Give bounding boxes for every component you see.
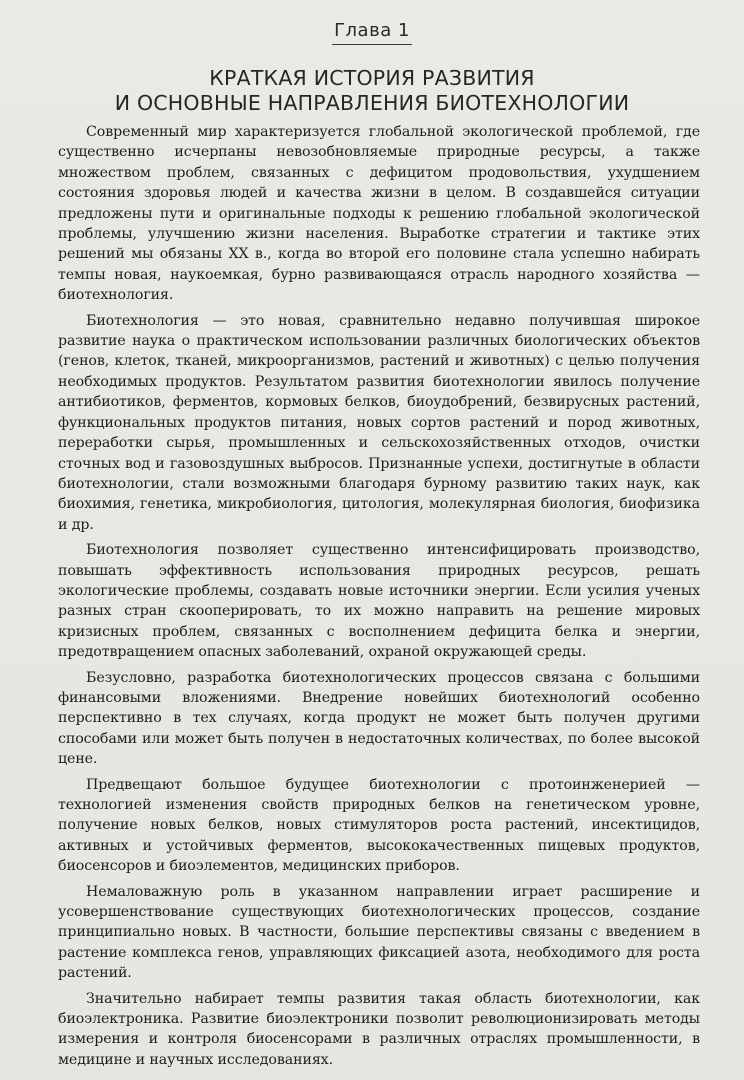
chapter-title xyxy=(0,66,744,116)
paragraph-1: Современный мир характеризуется глобальной экологической проблемой, где существенно исчерпаны невозобновляемые природные ресурсы, а также множеством проблем, связанных с дефицитом продовольствия, ухудшением состояния здоровья людей и качества жизни в целом. В создавшейся ситуации предложены пути и оригинальные подходы к решению глобальной экологической проблемы, улучшению жизни населения. Выработке стратегии и тактике этих решений мы обязаны XX в., когда во второй его половине стала успешно набирать темпы новая, наукоемкая, бурно развивающаяся отрасль народного хозяйства — биотехнология. xyxy=(58,124,700,304)
paragraph-6: Немаловажную роль в указанном направлении играет расширение и усовершенствование существующих биотехнологических процессов, создание принципиально новых. В частности, большие перспективы связаны с введением в растение комплекса генов, управляющих фиксацией азота, необходимого для роста растений. xyxy=(58,883,700,982)
paragraph-3: Биотехнология позволяет существенно интенсифицировать производство, повышать эффективность использования природных ресурсов, решать экологические проблемы, создавать новые источники энергии. Если усилия ученых разных стран скооперировать, то их можно направить на решение мировых кризисных проблем, связанных с восполнением дефицита белка и энергии, предотвращением опасных заболеваний, охраной окружающей среды. xyxy=(58,542,700,661)
chapter-label: Глава 1 xyxy=(332,20,412,45)
chapter-heading xyxy=(0,20,744,45)
paragraph-5: Предвещают большое будущее биотехнологии с протоинженерией — технологией изменения свойств природных белков на генетическом уровне, получение новых белков, новых стимуляторов роста растений, инсектицидов, активных и устойчивых ферментов, высококачественных пищевых продуктов, биосенсоров и биоэлементов, медицинских приборов. xyxy=(58,776,700,875)
chapter-title-line-1: КРАТКАЯ ИСТОРИЯ РАЗВИТИЯ xyxy=(209,66,535,90)
body-text xyxy=(58,122,700,1075)
chapter-title-line-2: И ОСНОВНЫЕ НАПРАВЛЕНИЯ БИОТЕХНОЛОГИИ xyxy=(114,91,630,115)
paragraph-4: Безусловно, разработка биотехнологических процессов связана с большими финансовыми вложениями. Внедрение новейших биотехнологий особенно перспективно в тех случаях, когда продукт не может быть получен другими способами или может быть получен в недостаточных количествах, по более высокой цене. xyxy=(58,669,700,768)
paragraph-2: Биотехнология — это новая, сравнительно недавно получившая широкое развитие наука о практическом использовании различных биологических объектов (генов, клеток, тканей, микроорганизмов, растений и животных) с целью получения необходимых продуктов. Результатом развития биотехнологии явилось получение антибиотиков, ферментов, кормовых белков, биоудобрений, безвирусных растений, функциональных продуктов питания, новых сортов растений и пород животных, переработки сырья, промышленных и сельскохозяйственных отходов, очистки сточных вод и газовоздушных выбросов. Признанные успехи, достигнутые в области биотехнологии, стали возможными благодаря бурному развитию таких наук, как биохимия, генетика, микробиология, цитология, молекулярная биология, биофизика и др. xyxy=(58,312,700,533)
paragraph-7: Значительно набирает темпы развития такая область биотехнологии, как биоэлектроника. Развитие биоэлектроники позволит революционизировать методы измерения и контроля биосенсорами в различных отраслях промышленности, в медицине и научных исследованиях. xyxy=(58,990,700,1068)
